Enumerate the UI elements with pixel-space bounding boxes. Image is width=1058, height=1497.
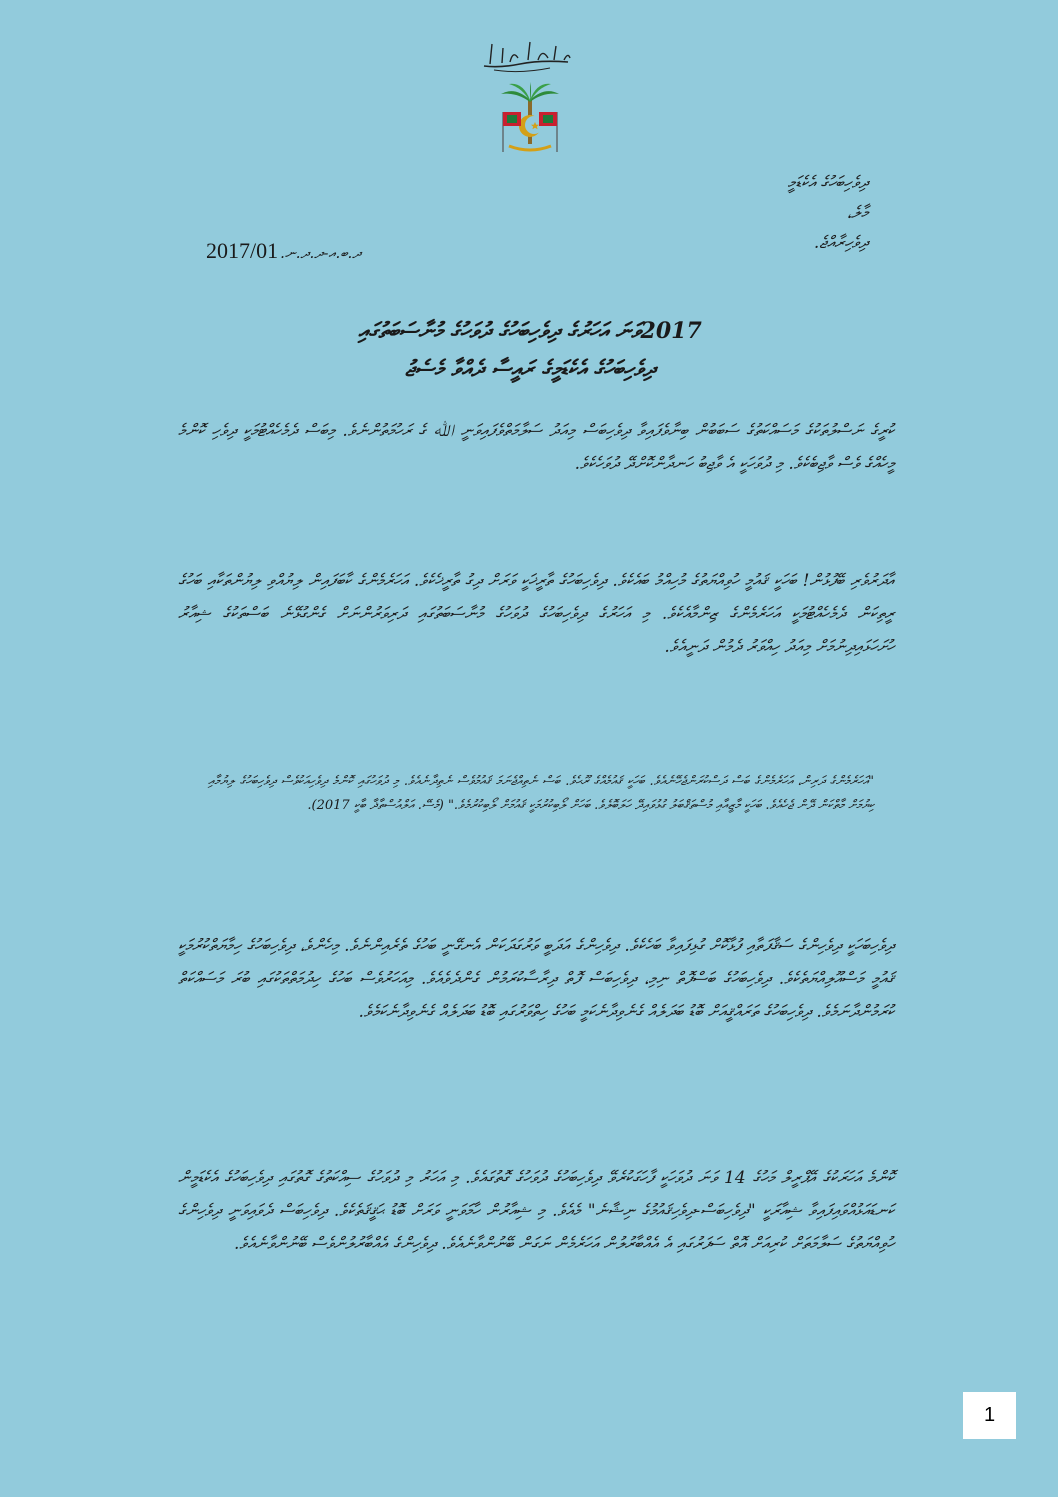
paragraph-2: އާދަރުވެރި ބޭފުޅުން! ބަހަކީ ޤައުމީ ހުވިއްޔަތުގެ މުހިއްމު ބައެކެވެ. ދިވެހިބަހުގެ ތާރީޚަކީ ވަރަށް ދިގު ތާރީޚެކެވެ. އަހަރެމެންގެ ކާބަފައިން ލިޔުއްވި ލިޔުންތަކާއި ބަހުގެ ރީތިކަން ދެމެހެއްޓުމަކީ އަހަރެމެންގެ ޒިންމާއެކެވެ. މި އަހަރުގެ ދިވެހިބަހުގެ ދުވަހުގެ މުނާސަބަތުގައި ދަރިވަރުންނަށް ގެންގުޅޭނެ ބަސްތަކުގެ ޝިއާރު ހުށަހަޅައިދިނުމަށް މިއަދު ހިއްވަރު ދެމުން ދަނީއެވެ. [178, 571, 894, 657]
sender-line-organization: ދިވެހިބަހުގެ އެކެޑަމީ [787, 173, 868, 193]
reference-code: 2017/01 [206, 238, 279, 263]
title-line-1: 2017ވަނަ އަހަރުގެ ދިވެހިބަހުގެ ދުވަހުގެ މުނާސަބަތުގައި [358, 318, 702, 344]
reference-number [206, 238, 361, 264]
block-quote: "އަހަރެމެންގެ ދަރިން، އަހަރެމެންގެ ބަސް ދަސްކުރަންޖެހޭނެއެވެ. ބަހަކީ ޤައުމެއްގެ ރޫޙެވެ. ބަސް ނެތިއްޖެނަމަ ޤައުމުވެސް ނެތިދާނެއެވެ. މި ދުވަހުގައި ކޮންމެ ދިވެހިއަކުވެސް ދިވެހިބަހުގެ ލިޔުމާއި ކިޔުމަށް މާތްކަން ދޭން ޖެހެއެވެ. ބަހަކީ މާޒީއާއި މުސްތަޤްބަލު ގުޅުވައިދޭ ހަލަބޮލެވެ. ބަހަށް ލޯބިކުރުމަކީ ޤައުމަށް ލޯބިކުރުމެވެ." (މެސޭ. އަލްއުސްތާޛާ ބާކީ 2017). [208, 774, 874, 813]
sender-line-city: މާލެ، [846, 203, 868, 223]
reference-prefix: ދ.ބ.އ-ދ.ދ.ނ. [280, 244, 362, 262]
paragraph-4: ކޮންމެ އަހަރަކުގެ އޭޕްރީލް މަހުގެ 14 ވަނަ ދުވަހަކީ ފާހަގަކުރެވޭ ދިވެހިބަހުގެ ދުވަހުގެ ގޮތުގައެވެ. މި އަހަރު މި ދުވަހުގެ ސިއްކަތުގެ ގޮތުގައި ދިވެހިބަހުގެ އެކެޑަމީން ކަނޑައަޅުއްވައިފައިވާ ޝިއާރަކީ "ދިވެހިބަސް-ދިވެހިޤައުމުގެ ނިޝާނެ" މެއެވެ. މި ޝިއާރުން ހާމަވަނީ ވަރަށް ބޮޑު ޙަޤީޤަތެކެވެ. ދިވެހިބަސް ދެވައިވަނީ ދިވެހިންގެ ހުވިއްޔަތުގެ ސަލާމަތަށް ކުރިއަށް އޮތް ސަފަރުގައި އެ އެއްބާރުލުން އަހަރެމެން ނަގަން ބޭނުންވާނެއެވެ. ދިވެހިންގެ އެއްބާރުލުންވެސް ބޭނުންވާނެއެވެ. [178, 1168, 894, 1254]
maldives-state-emblem-icon [495, 82, 565, 156]
paragraph-1: ކުރީގެ ނަސްލުތަކުގެ މަސައްކަތުގެ ސަބަބުން ބިނާވެފައިވާ ދިވެހިބަސް މިއަދު ސަލާމަތްވެފައިވަނީ ﷲ ގެ ރަހުމަތުންނެވެ. މިބަސް ދެމެހެއްޓުމަކީ ދިވެހި ކޮންމެ މީހެއްގެ ވެސް ވާޖިބެކެވެ. މި ދުވަހަކީ އެ ވާޖިބު ހަނދާންކޮށްދޭ ދުވަހެކެވެ. [178, 421, 894, 474]
sender-line-country: ދިވެހިރާއްޖެ. [813, 233, 868, 253]
bismillah-calligraphy [480, 38, 575, 74]
title-line-2: ދިވެހިބަހުގެ އެކެޑަމީގެ ރައީސާ ދެއްވާ މެސެޖު [405, 356, 655, 382]
message-title [250, 312, 810, 388]
page-number: 1 [983, 1404, 996, 1426]
page-number-box [963, 1392, 1016, 1439]
sender-address [788, 168, 868, 258]
paragraph-3: ދިވެހިބަހަކީ ދިވެހިންގެ ސަޤާފަތާއި ފުޅާކޮށް ގުޅިފައިވާ ބަހެކެވެ. ދިވެހިންގެ އަދަބީ ވަރުގަދަކަން އެނގޭނީ ބަހުގެ ތެރެއިންނެވެ. މިހެންވެ، ދިވެހިބަހުގެ ހިމާޔަތްކުރުމަކީ ޤައުމީ މަސްއޫލިއްޔަތެކެވެ. ދިވެހިބަހުގެ ބަސްފޮތް ނިމި، ދިވެހިބަސް ފޮތް ދިރާސާކުރަމުން ގެންދެވެއެވެ. މިއަހަރުވެސް ބަހުގެ ހިދުމަތްތަކުގައި ބުރަ މަސައްކަތް ކުރަމުންދާނަމެވެ. ދިވެހިބަހުގެ ތަރައްޤީއަށް ބޮޑު ބަދަލެއް ގެނެވިދާނެކަމީ ބަހުގެ ހިތްވަރުގައި ބޮޑު ބަދަލެއް ގެނެވިދާނެކަމެވެ. [178, 936, 894, 1022]
